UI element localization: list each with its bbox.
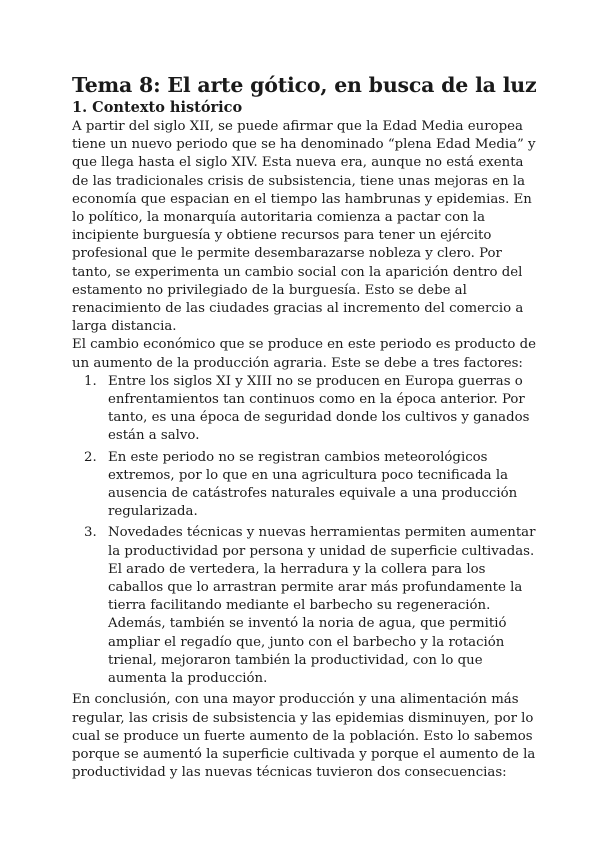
list-item-text: Novedades técnicas y nuevas herramientas permiten aumentar la productividad por persona y unidad de superficie cultivadas. El arado de vertedera, la herradura y la collera para los caballos que lo arrastran permite arar más profundamente la tierra facilitando mediante el barbecho su regeneración. Además, también se inventó la noria de agua, que permitió ampliar el regadío que, junto con el barbecho y la rotación trienal, mejoraron también la productividad, con lo que aumenta la producción. [108,525,536,687]
list-item-text: Entre los siglos XI y XIII no se producen en Europa guerras o enfrentamientos tan continuos como en la época anterior. Por tanto, es una época de seguridad donde los cultivos y ganados están a salvo. [108,373,530,444]
list-item [84,524,538,688]
list-item-number: 2. [84,449,97,465]
paragraph-intro: A partir del siglo XII, se puede afirmar que la Edad Media europea tiene un nuevo periodo que se ha denominado “plena Edad Media” y que llega hasta el siglo XIV. Esta nueva era, aunque no está exenta de las tradicionales crisis de subsistencia, tiene unas mejoras en la economía que espacian en el tiempo las hambrunas y epidemias. En lo político, la monarquía autoritaria comienza a pactar con la incipiente burguesía y obtiene recursos para tener un ejército profesional que le permite desembarazarse nobleza y clero. Por tanto, se experimenta un cambio social con la aparición dentro del estamento no privilegiado de la burguesía. Esto se debe al renacimiento de las ciudades gracias al incremento del comercio a larga distancia. [72,119,536,335]
list-item-text: En este periodo no se registran cambios meteorológicos extremos, por lo que en una agricultura poco tecnificada la ausencia de catástrofes naturales equivale a una producción regularizada. [108,449,518,520]
list-item [84,373,538,446]
list-item [84,449,538,522]
list-item-number: 1. [84,373,97,389]
factors-list [72,373,538,688]
paragraph-conclusion: En conclusión, con una mayor producción y una alimentación más regular, las crisis de subsistencia y las epidemias disminuyen, por lo cual se produce un fuerte aumento de la población. Esto lo sabemos porque se aumentó la superficie cultivada y porque el aumento de la productividad y las nuevas técnicas tuvieron dos consecuencias: [72,692,536,781]
page-title: Tema 8: El arte gótico, en busca de la luz [72,73,537,97]
section-heading: 1. Contexto histórico [72,99,243,116]
paragraph-economic-change: El cambio económico que se produce en este periodo es producto de un aumento de la producción agraria. Este se debe a tres factores: [72,337,536,371]
list-item-number: 3. [84,525,97,541]
